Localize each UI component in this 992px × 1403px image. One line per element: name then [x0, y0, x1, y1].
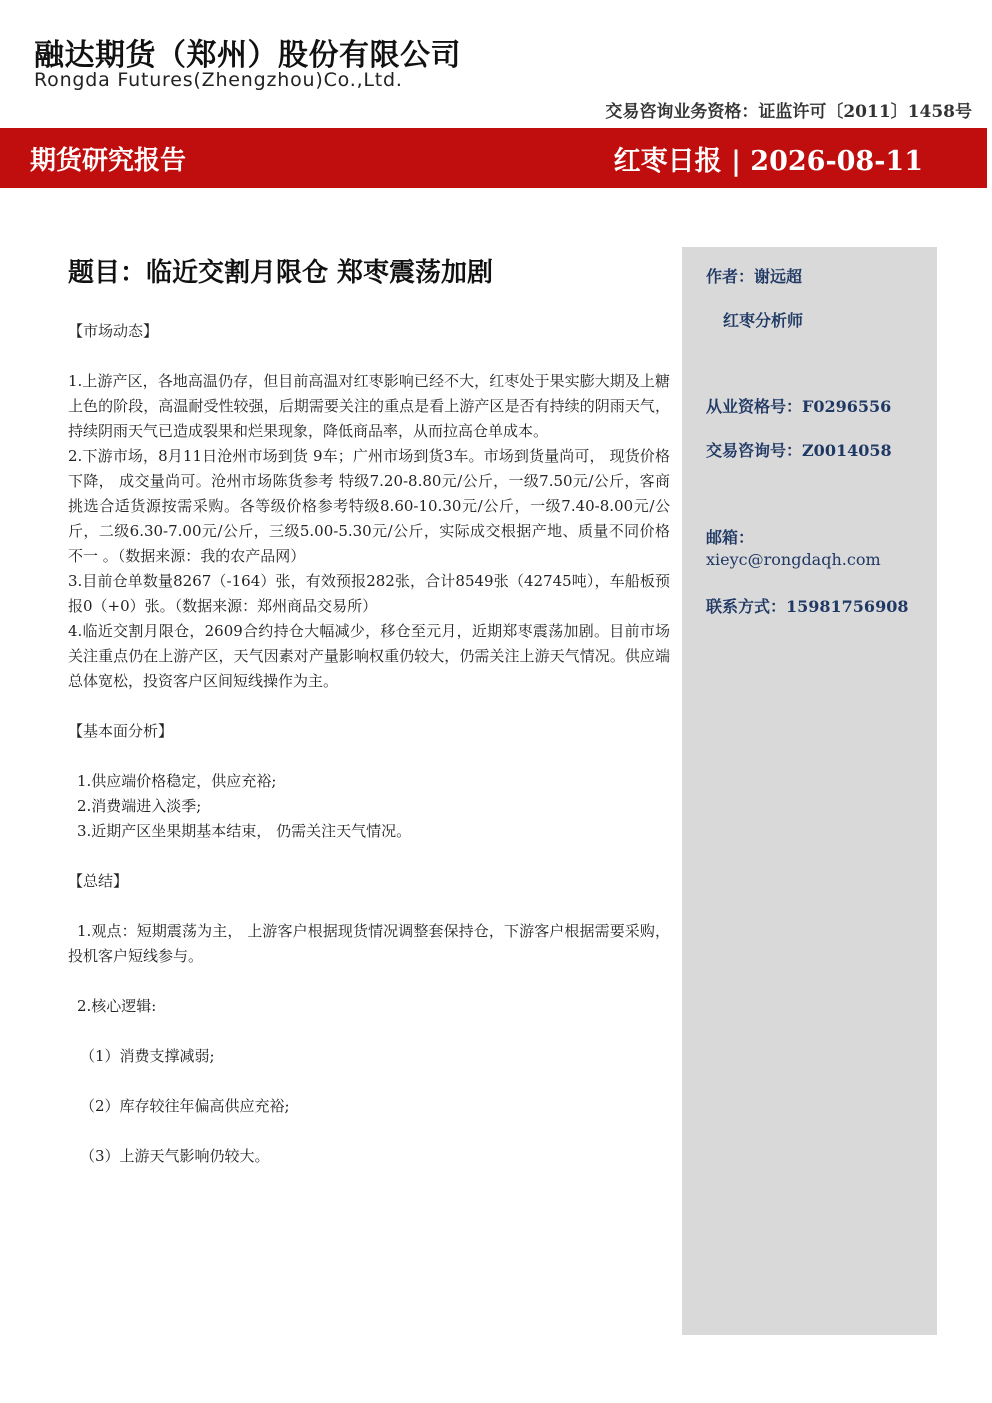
- blank-line: [68, 1069, 670, 1094]
- fundamental-point-2: 2.消费端进入淡季;: [77, 797, 202, 815]
- fundamental-point-1: 1.供应端价格稳定，供应充裕;: [77, 772, 277, 790]
- blank-line: [68, 844, 670, 869]
- author-name: 作者：谢远超: [706, 267, 803, 286]
- summary-view: 1.观点：短期震荡为主， 上游客户根据现货情况调整套保持仓，下游客户根据需要采购，投机客户短线参与。: [68, 922, 670, 965]
- blank-line: [68, 969, 670, 994]
- section-heading-market: 【市场动态】: [68, 322, 159, 340]
- market-point-4: 4.临近交割月限仓，2609合约持仓大幅减少，移仓至元月，近期郑枣震荡加剧。目前市场关注重点仍在上游产区，天气因素对产量影响权重仍较大，仍需关注上游天气情况。供应端总体宽松，投资客户区间短线操作为主。: [68, 622, 670, 690]
- qualification-number: 从业资格号：F0296556: [706, 397, 892, 416]
- blank-line: [68, 744, 670, 769]
- report-name-date: 红枣日报 | 2026-08-11: [613, 146, 923, 177]
- blank-line: [68, 344, 670, 369]
- author-role: 红枣分析师: [723, 311, 804, 330]
- summary-logic-1: （1）消费支撑减弱;: [80, 1047, 215, 1065]
- summary-logic-3: （3）上游天气影响仍较大。: [80, 1147, 270, 1165]
- company-name-en: Rongda Futures(Zhengzhou)Co.,Ltd.: [34, 69, 403, 91]
- header-banner: [0, 128, 987, 188]
- company-name-cn: 融达期货（郑州）股份有限公司: [34, 38, 461, 73]
- email-address[interactable]: xieyc@rongdaqh.com: [706, 550, 881, 569]
- section-heading-summary: 【总结】: [68, 872, 129, 890]
- consult-number: 交易咨询号：Z0014058: [706, 441, 892, 460]
- market-point-1: 1.上游产区，各地高温仍存，但目前高温对红枣影响已经不大，红枣处于果实膨大期及上糖上色的阶段，高温耐受性较强，后期需要关注的重点是看上游产区是否有持续的阴雨天气，持续阴雨天气已造成裂果和烂果现象，降低商品率，从而拉高仓单成本。: [68, 372, 670, 440]
- summary-logic-2: （2）库存较往年偏高供应充裕;: [80, 1097, 290, 1115]
- blank-line: [68, 1119, 670, 1144]
- author-sidebar: [682, 247, 937, 1335]
- report-title: 题目：临近交割月限仓 郑枣震荡加剧: [68, 258, 494, 288]
- market-point-2: 2.下游市场，8月11日沧州市场到货 9车；广州市场到货3车。市场到货量尚可， 现货价格下降， 成交量尚可。沧州市场陈货参考 特级7.20-8.80元/公斤，一级7.50元/公斤，客商挑选合适货源按需采购。各等级价格参考特级8.60-10.30元/公斤，一级7.40-8.00元/公斤，二级6.30-7.00元/公斤，三级5.00-5.30元/公斤，实际成交根据产地、质量不同价格不一 。（数据来源：我的农产品网）: [68, 447, 670, 565]
- section-heading-fundamental: 【基本面分析】: [68, 722, 174, 740]
- fundamental-point-3: 3.近期产区坐果期基本结束， 仍需关注天气情况。: [77, 822, 412, 840]
- contact-phone: 联系方式：15981756908: [706, 597, 909, 616]
- license-text: 交易咨询业务资格：证监许可〔2011〕1458号: [605, 102, 972, 122]
- email-label: 邮箱：: [706, 528, 755, 547]
- blank-line: [68, 894, 670, 919]
- report-body: [68, 252, 670, 1169]
- market-point-3: 3.目前仓单数量8267（-164）张，有效预报282张，合计8549张（42745吨），车船板预报0（+0）张。（数据来源：郑州商品交易所）: [68, 572, 670, 615]
- report-type: 期货研究报告: [30, 146, 187, 176]
- summary-logic-heading: 2.核心逻辑:: [77, 997, 157, 1015]
- blank-line: [68, 1019, 670, 1044]
- blank-line: [68, 694, 670, 719]
